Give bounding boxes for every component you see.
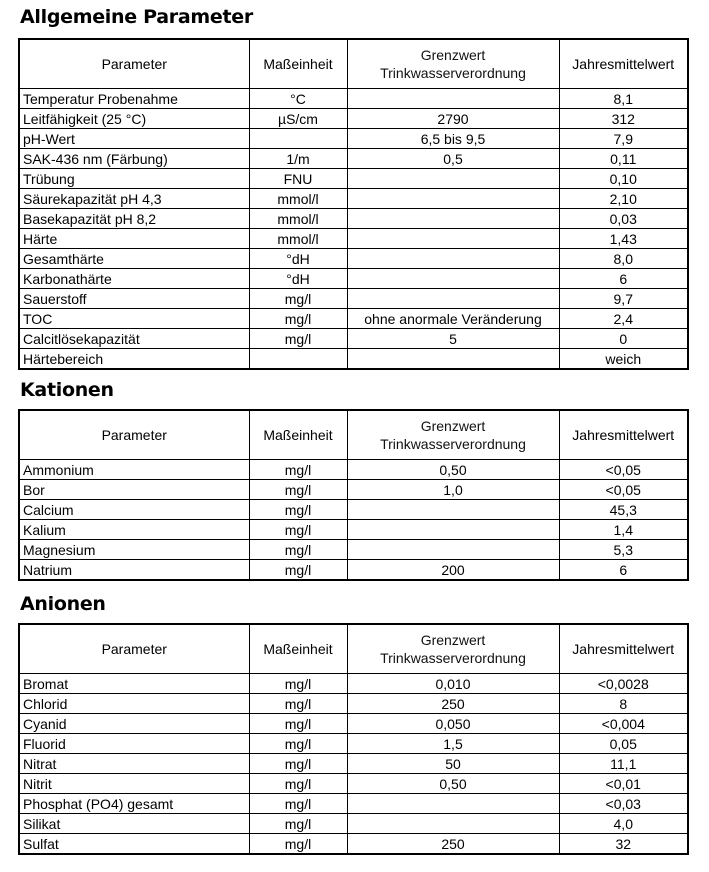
cell-parameter: Kalium <box>19 520 249 540</box>
table-header-row <box>19 39 688 89</box>
header-annual-mean: Jahresmittelwert <box>559 624 688 674</box>
cell-annual-mean: 5,3 <box>559 540 688 560</box>
header-limit <box>347 410 559 460</box>
cell-unit: 1/m <box>249 149 347 169</box>
cell-annual-mean: 6 <box>559 560 688 581</box>
cell-limit <box>347 520 559 540</box>
table-row <box>19 480 688 500</box>
header-annual-mean: Jahresmittelwert <box>559 410 688 460</box>
cell-unit: FNU <box>249 169 347 189</box>
table-anionen <box>18 623 689 855</box>
cell-limit: 5 <box>347 329 559 349</box>
cell-annual-mean: 9,7 <box>559 289 688 309</box>
cell-limit: 0,010 <box>347 674 559 694</box>
cell-unit: mg/l <box>249 814 347 834</box>
table-row <box>19 249 688 269</box>
header-unit: Maßeinheit <box>249 39 347 89</box>
cell-annual-mean: 0,11 <box>559 149 688 169</box>
cell-unit: mg/l <box>249 714 347 734</box>
cell-unit: µS/cm <box>249 109 347 129</box>
cell-parameter: Leitfähigkeit (25 °C) <box>19 109 249 129</box>
section-title-allgemeine: Allgemeine Parameter <box>20 6 253 28</box>
cell-parameter: Chlorid <box>19 694 249 714</box>
cell-parameter: Phosphat (PO4) gesamt <box>19 794 249 814</box>
cell-limit: 0,050 <box>347 714 559 734</box>
cell-parameter: Magnesium <box>19 540 249 560</box>
header-limit-line1: Grenzwert <box>420 418 486 434</box>
cell-parameter: Säurekapazität pH 4,3 <box>19 189 249 209</box>
header-limit-line1: Grenzwert <box>420 47 486 63</box>
cell-annual-mean: 1,43 <box>559 229 688 249</box>
cell-unit: mg/l <box>249 480 347 500</box>
cell-parameter: Nitrit <box>19 774 249 794</box>
cell-annual-mean: <0,0028 <box>559 674 688 694</box>
cell-limit <box>347 229 559 249</box>
table-header-row <box>19 410 688 460</box>
cell-limit: 0,50 <box>347 774 559 794</box>
header-parameter: Parameter <box>19 624 249 674</box>
cell-annual-mean: 7,9 <box>559 129 688 149</box>
section-title-anionen: Anionen <box>20 593 106 615</box>
table-row <box>19 754 688 774</box>
cell-limit: 0,5 <box>347 149 559 169</box>
cell-parameter: Bor <box>19 480 249 500</box>
cell-parameter: Gesamthärte <box>19 249 249 269</box>
table-row <box>19 269 688 289</box>
table-row <box>19 289 688 309</box>
table-kationen <box>18 409 689 581</box>
cell-limit <box>347 169 559 189</box>
cell-parameter: Karbonathärte <box>19 269 249 289</box>
header-unit: Maßeinheit <box>249 410 347 460</box>
cell-unit: mmol/l <box>249 209 347 229</box>
cell-annual-mean: 32 <box>559 834 688 855</box>
table-row <box>19 169 688 189</box>
table-row <box>19 520 688 540</box>
cell-annual-mean: 4,0 <box>559 814 688 834</box>
cell-unit: mg/l <box>249 289 347 309</box>
cell-limit: 50 <box>347 754 559 774</box>
cell-limit: 250 <box>347 834 559 855</box>
cell-limit: 1,5 <box>347 734 559 754</box>
table-allgemeine-parameter <box>18 38 689 370</box>
cell-parameter: Ammonium <box>19 460 249 480</box>
cell-parameter: Härtebereich <box>19 349 249 370</box>
cell-parameter: Natrium <box>19 560 249 581</box>
cell-unit: mg/l <box>249 460 347 480</box>
cell-unit: mg/l <box>249 694 347 714</box>
cell-parameter: Basekapazität pH 8,2 <box>19 209 249 229</box>
cell-annual-mean: 1,4 <box>559 520 688 540</box>
cell-annual-mean: <0,05 <box>559 460 688 480</box>
cell-annual-mean: 0,10 <box>559 169 688 189</box>
cell-parameter: pH-Wert <box>19 129 249 149</box>
header-annual-mean: Jahresmittelwert <box>559 39 688 89</box>
cell-annual-mean: 11,1 <box>559 754 688 774</box>
cell-limit: 250 <box>347 694 559 714</box>
cell-parameter: Härte <box>19 229 249 249</box>
cell-unit: mg/l <box>249 560 347 581</box>
table-row <box>19 89 688 109</box>
cell-unit: mg/l <box>249 794 347 814</box>
header-limit-line2: Trinkwasserverordnung <box>380 65 526 81</box>
cell-annual-mean: weich <box>559 349 688 370</box>
cell-parameter: Sulfat <box>19 834 249 855</box>
cell-annual-mean: 312 <box>559 109 688 129</box>
cell-annual-mean: <0,05 <box>559 480 688 500</box>
table-row <box>19 500 688 520</box>
cell-unit <box>249 349 347 370</box>
cell-limit <box>347 289 559 309</box>
cell-unit: mg/l <box>249 309 347 329</box>
cell-annual-mean: 0,03 <box>559 209 688 229</box>
header-limit-line2: Trinkwasserverordnung <box>380 436 526 452</box>
cell-parameter: Trübung <box>19 169 249 189</box>
cell-limit: ohne anormale Veränderung <box>347 309 559 329</box>
table-row <box>19 834 688 855</box>
cell-unit: °dH <box>249 269 347 289</box>
cell-annual-mean: 0,05 <box>559 734 688 754</box>
cell-annual-mean: 6 <box>559 269 688 289</box>
cell-annual-mean: 0 <box>559 329 688 349</box>
cell-limit <box>347 249 559 269</box>
cell-annual-mean: 45,3 <box>559 500 688 520</box>
cell-unit: mg/l <box>249 540 347 560</box>
cell-limit <box>347 89 559 109</box>
cell-limit <box>347 209 559 229</box>
table-row <box>19 774 688 794</box>
cell-annual-mean: 8,0 <box>559 249 688 269</box>
cell-parameter: Sauerstoff <box>19 289 249 309</box>
header-limit <box>347 39 559 89</box>
cell-annual-mean: <0,004 <box>559 714 688 734</box>
header-limit-line2: Trinkwasserverordnung <box>380 650 526 666</box>
cell-unit: mg/l <box>249 734 347 754</box>
header-parameter: Parameter <box>19 410 249 460</box>
table-row <box>19 329 688 349</box>
cell-unit: mg/l <box>249 754 347 774</box>
table-row <box>19 674 688 694</box>
cell-unit: mg/l <box>249 329 347 349</box>
table-header-row <box>19 624 688 674</box>
cell-limit: 2790 <box>347 109 559 129</box>
cell-parameter: Silikat <box>19 814 249 834</box>
header-limit-line1: Grenzwert <box>420 632 486 648</box>
table-row <box>19 694 688 714</box>
cell-parameter: Temperatur Probenahme <box>19 89 249 109</box>
table-row <box>19 229 688 249</box>
cell-unit: mg/l <box>249 500 347 520</box>
cell-annual-mean: 8 <box>559 694 688 714</box>
cell-unit: mg/l <box>249 834 347 855</box>
section-title-kationen: Kationen <box>20 379 114 401</box>
table-row <box>19 149 688 169</box>
table-row <box>19 560 688 581</box>
cell-unit: mg/l <box>249 774 347 794</box>
cell-parameter: Calcitlösekapazität <box>19 329 249 349</box>
cell-annual-mean: 2,10 <box>559 189 688 209</box>
cell-limit <box>347 814 559 834</box>
cell-limit <box>347 540 559 560</box>
cell-limit <box>347 349 559 370</box>
cell-parameter: TOC <box>19 309 249 329</box>
cell-limit: 0,50 <box>347 460 559 480</box>
header-limit <box>347 624 559 674</box>
cell-parameter: Bromat <box>19 674 249 694</box>
table-row <box>19 349 688 370</box>
table-row <box>19 814 688 834</box>
table-row <box>19 309 688 329</box>
cell-annual-mean: 2,4 <box>559 309 688 329</box>
cell-unit <box>249 129 347 149</box>
cell-unit: °dH <box>249 249 347 269</box>
cell-parameter: Nitrat <box>19 754 249 774</box>
table-row <box>19 540 688 560</box>
cell-limit: 200 <box>347 560 559 581</box>
cell-unit: mmol/l <box>249 229 347 249</box>
cell-limit <box>347 500 559 520</box>
table-row <box>19 129 688 149</box>
header-unit: Maßeinheit <box>249 624 347 674</box>
cell-unit: mg/l <box>249 520 347 540</box>
table-row <box>19 794 688 814</box>
cell-unit: mg/l <box>249 674 347 694</box>
cell-unit: °C <box>249 89 347 109</box>
cell-annual-mean: <0,03 <box>559 794 688 814</box>
header-parameter: Parameter <box>19 39 249 89</box>
cell-unit: mmol/l <box>249 189 347 209</box>
table-row <box>19 734 688 754</box>
cell-limit: 6,5 bis 9,5 <box>347 129 559 149</box>
table-row <box>19 109 688 129</box>
cell-parameter: Fluorid <box>19 734 249 754</box>
cell-parameter: Calcium <box>19 500 249 520</box>
table-row <box>19 460 688 480</box>
cell-limit: 1,0 <box>347 480 559 500</box>
table-row <box>19 209 688 229</box>
table-row <box>19 189 688 209</box>
cell-annual-mean: <0,01 <box>559 774 688 794</box>
cell-parameter: Cyanid <box>19 714 249 734</box>
cell-limit <box>347 269 559 289</box>
table-row <box>19 714 688 734</box>
cell-annual-mean: 8,1 <box>559 89 688 109</box>
cell-limit <box>347 794 559 814</box>
cell-limit <box>347 189 559 209</box>
cell-parameter: SAK-436 nm (Färbung) <box>19 149 249 169</box>
